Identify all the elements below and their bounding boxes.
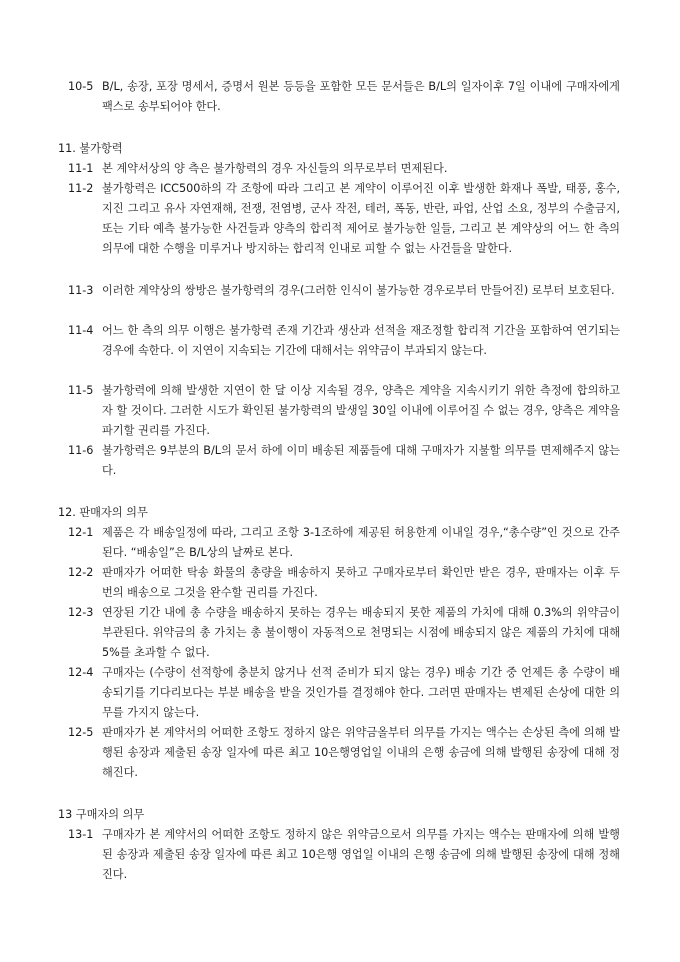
clause-text: 판매자가 어떠한 탁송 화물의 총량을 배송하지 못하고 구매자로부터 확인만 받은 경우, 판매자는 이후 두 번의 배송으로 그것을 완수할 권리를 가진다.	[102, 566, 620, 599]
clause-11-6	[68, 441, 620, 481]
clause-12-4	[68, 663, 620, 723]
section-heading-buyer-obligations: 13 구매자의 의무	[58, 808, 145, 821]
clause-12-1	[68, 523, 620, 563]
clause-number: 11-4	[68, 324, 94, 337]
clause-number: 12-1	[68, 526, 94, 539]
section-heading-force-majeure: 11. 불가항력	[58, 142, 123, 155]
clause-number: 11-1	[68, 162, 94, 175]
clause-text: 연장된 기간 내에 총 수량을 배송하지 못하는 경우는 배송되지 못한 제품의 가치에 대해 0.3%의 위약금이 부관된다. 위약금의 총 가치는 총 불이행이 자동적으로 천명되는 시점에 배송되지 않은 제품의 가치에 대해 5%를 초과할 수 없다.	[102, 606, 620, 659]
clause-12-2	[68, 563, 620, 603]
clause-number: 11-2	[68, 182, 94, 195]
clause-12-5	[68, 723, 620, 783]
clause-11-5	[68, 381, 620, 441]
clause-number: 11-3	[68, 284, 94, 297]
clause-11-2	[68, 179, 620, 259]
clause-11-3	[68, 281, 620, 301]
clause-number: 12-5	[68, 726, 94, 739]
clause-text: 어느 한 측의 의무 이행은 불가항력 존재 기간과 생산과 선적을 재조정할 합리적 기간을 포함하여 연기되는 경우에 속한다. 이 지연이 지속되는 기간에 대해서는 위약금이 부과되지 않는다.	[102, 324, 620, 357]
clause-text: 이러한 계약상의 쌍방은 불가항력의 경우(그러한 인식이 불가능한 경우로부터 만들어진) 로부터 보호된다.	[102, 284, 615, 297]
clause-text: 구매자가 본 계약서의 어떠한 조항도 정하지 않은 위약금으로서 의무를 가지는 액수는 판매자에 의해 발행된 송장과 제출된 송장 일자에 따른 최고 10은행 영업일 이내의 은행 송금에 의해 발행된 송장에 대해 정해진다.	[102, 828, 620, 881]
clause-text: 불가항력은 ICC500하의 각 조항에 따라 그리고 본 계약이 이루어진 이후 발생한 화재나 폭발, 태풍, 홍수, 지진 그리고 유사 자연재해, 전쟁, 전염병, 군사 작전, 테러, 폭동, 반란, 파업, 산업 소요, 정부의 수출금지, 또는 기타 예측 불가능한 사건들과 양측의 합리적 제어로 불가능한 일들, 그리고 본 계약상의 어느 한 측의 의무에 대한 수행을 미루거나 방지하는 합리적 인내로 피할 수 없는 사건들을 말한다.	[102, 182, 620, 255]
clause-number: 10-5	[68, 80, 94, 93]
clause-13-1	[68, 825, 620, 885]
clause-10-5	[68, 77, 620, 117]
clause-number: 11-5	[68, 384, 94, 397]
clause-text: 불가항력에 의해 발생한 지연이 한 달 이상 지속될 경우, 양측은 계약을 지속시키기 위한 측정에 합의하고자 할 것이다. 그러한 시도가 확인된 불가항력의 발생일 30일 이내에 이루어질 수 없는 경우, 양측은 계약을 파기할 권리를 가진다.	[102, 384, 620, 437]
clause-12-3	[68, 603, 620, 663]
clause-text: B/L, 송장, 포장 명세서, 증명서 원본 등등을 포함한 모든 문서들은 B/L의 일자이후 7일 이내에 구매자에게 팩스로 송부되어야 한다.	[102, 80, 620, 113]
clause-text: 본 계약서상의 양 측은 불가항력의 경우 자신들의 의무로부터 면제된다.	[102, 162, 448, 175]
clause-number: 12-2	[68, 566, 94, 579]
clause-text: 구매자는 (수량이 선적항에 충분치 않거나 선적 준비가 되지 않는 경우) 배송 기간 중 언제든 총 수량이 배송되기를 기다리보다는 부분 배송을 받을 것인가를 결정해야 한다. 그러면 판매자는 변제된 손상에 대한 의무를 가지지 않는다.	[102, 666, 620, 719]
section-heading-seller-obligations: 12. 판매자의 의무	[58, 506, 148, 519]
clause-text: 판매자가 본 계약서의 어떠한 조항도 정하지 않은 위약금올부터 의무를 가지는 액수는 손상된 측에 의해 발행된 송장과 제출된 송장 일자에 따른 최고 10은행영업일 이내의 은행 송금에 의해 발행된 송장에 대해 정해진다.	[102, 726, 620, 779]
clause-11-1	[68, 159, 620, 179]
clause-11-4	[68, 321, 620, 361]
clause-text: 제품은 각 배송일정에 따라, 그리고 조항 3-1조하에 제공된 허용한계 이내일 경우,“총수량”인 것으로 간주된다. “배송일”은 B/L상의 날짜로 본다.	[102, 526, 620, 559]
clause-number: 12-3	[68, 606, 94, 619]
clause-text: 불가항력은 9부분의 B/L의 문서 하에 이미 배송된 제품들에 대해 구매자가 지불할 의무를 면제해주지 않는다.	[102, 444, 620, 477]
clause-number: 12-4	[68, 666, 94, 679]
clause-number: 11-6	[68, 444, 94, 457]
clause-number: 13-1	[68, 828, 94, 841]
